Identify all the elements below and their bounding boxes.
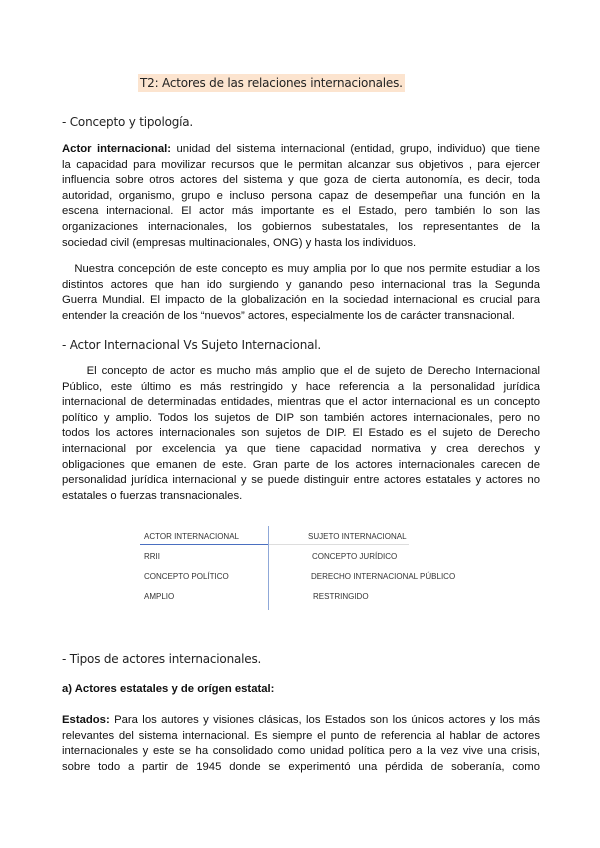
text-line: internacionales y este se ha consolidado como unidad política pero a la vez vive una crisis, — [62, 745, 540, 758]
table-header-sujeto: SUJETO INTERNACIONAL — [308, 532, 407, 541]
text-line: organizaciones internacionales, los gobiernos subestatales, los representantes de la — [62, 220, 540, 233]
subsection-heading-estatales: a) Actores estatales y de orígen estatal: — [62, 683, 275, 695]
table-cell: RRII — [144, 552, 160, 561]
text-line: obligaciones que emanen de este. Gran parte de los actores internacionales carecen de — [62, 458, 540, 471]
text-line: todos los actores internacionales son sujetos de DIP. El Estado es el sujeto de Derecho — [62, 427, 540, 440]
term-estados: Estados: — [62, 714, 110, 726]
column-divider — [268, 526, 269, 610]
table-header-actor: ACTOR INTERNACIONAL — [144, 532, 239, 541]
paragraph-actor-vs-sujeto — [62, 364, 540, 504]
table-cell: DERECHO INTERNACIONAL PÚBLICO — [311, 572, 456, 581]
text-line: entender la creación de los “nuevos” actores, especialmente los de carácter transnacional. — [62, 309, 515, 322]
paragraph-actor-internacional — [62, 142, 540, 251]
header-underline — [140, 544, 268, 545]
text-line: influencia sobre otros actores del sistema y que goza de cierta autonomía, es decir, toda — [62, 174, 540, 187]
text-line: Guerra Mundial. El impacto de la globalización en la sociedad internacional es crucial para — [62, 294, 540, 307]
text-line: sociedad civil (empresas multinacionales, ONG) y hasta los individuos. — [62, 236, 417, 249]
table-cell: RESTRINGIDO — [313, 592, 369, 601]
comparison-table — [140, 528, 456, 608]
text-line: la capacidad para movilizar recursos que le permitan alcanzar sus objetivos , para ejercer — [62, 158, 540, 171]
text-line: Nuestra concepción de este concepto es muy amplia por lo que nos permite estudiar a los — [62, 263, 540, 275]
text-line: unidad del sistema internacional (entidad, grupo, individuo) que tiene — [171, 143, 540, 155]
section-heading-tipos: - Tipos de actores internacionales. — [62, 652, 262, 666]
text-line: internacional por excelencia ya que tiene capacidad normativa y crea derechos y — [62, 442, 540, 455]
text-line: político y amplio. Todos los sujetos de DIP son también actores internacionales, pero no — [62, 411, 540, 424]
text-line: Para los autores y visiones clásicas, los Estados son los únicos actores y los más — [109, 714, 540, 726]
text-line: Público, este último es más restringido y hace referencia a la personalidad jurídica — [62, 380, 540, 393]
table-cell: CONCEPTO JURÍDICO — [312, 552, 398, 561]
paragraph-concepcion — [62, 262, 540, 324]
paragraph-estados — [62, 713, 540, 775]
text-line: relevantes del sistema internacional. Es siempre el punto de referencia al hablar de actores — [62, 729, 540, 742]
header-underline — [269, 544, 409, 545]
document-title: T2: Actores de las relaciones internacionales. — [140, 76, 403, 90]
section-heading-actor-vs-sujeto: - Actor Internacional Vs Sujeto Internacional. — [62, 338, 322, 352]
text-line: escena internacional. El actor más importante es el Estado, pero también lo son las — [62, 205, 540, 218]
text-line: internacional de determinadas entidades, mientras que el actor internacional es un concepto — [62, 396, 540, 409]
text-line: sobre todo a partir de 1945 donde se experimentó una pérdida de soberanía, como — [62, 760, 540, 773]
text-line: estatales o fuerzas transnacionales. — [62, 489, 243, 502]
text-line: personalidad jurídica internacional y se puede distinguir entre actores estatales y actores no — [62, 474, 540, 487]
table-cell: AMPLIO — [144, 592, 175, 601]
text-line: autoridad, organismo, grupo e incluso persona capaz de desempeñar una función en la — [62, 189, 540, 202]
term-actor-internacional: Actor internacional: — [62, 143, 172, 155]
section-heading-concepto: - Concepto y tipología. — [62, 115, 194, 129]
table-cell: CONCEPTO POLÍTICO — [144, 572, 229, 581]
text-line: distintos actores que han ido surgiendo y ganando peso internacional tras la Segunda — [62, 278, 540, 291]
text-line: El concepto de actor es mucho más amplio que el de sujeto de Derecho Internacional — [62, 365, 540, 377]
